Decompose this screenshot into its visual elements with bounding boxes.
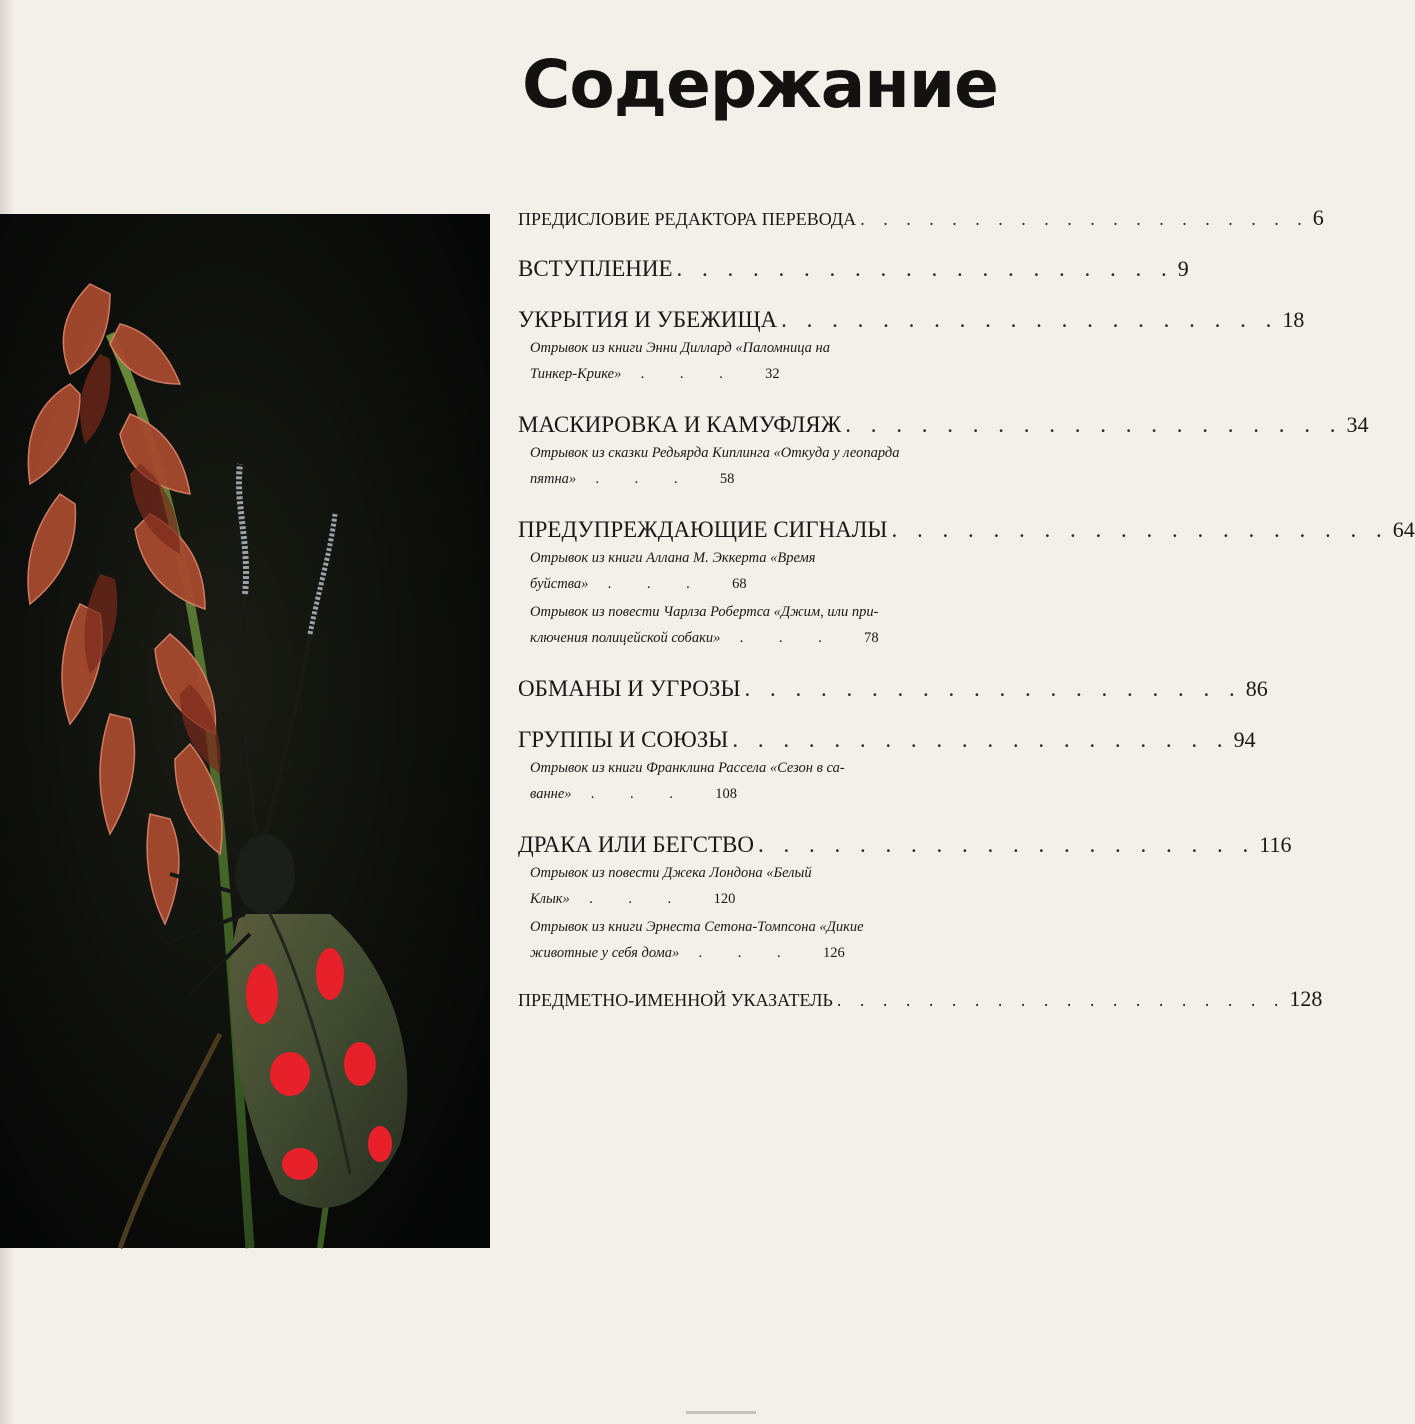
toc-entry xyxy=(518,727,1256,753)
toc-entry-title: ГРУППЫ И СОЮЗЫ xyxy=(518,727,729,752)
burnet-moth-on-grass-icon xyxy=(0,214,490,1248)
toc-excerpt-text: Отрывок из книги Энни Диллард «Паломница на xyxy=(530,340,830,356)
toc-excerpt-text: Клык» xyxy=(530,891,570,907)
toc-excerpt-text: Отрывок из повести Джека Лондона «Белый xyxy=(530,865,812,881)
toc-excerpt-dots: . . . xyxy=(576,471,694,487)
toc-excerpt xyxy=(518,755,990,807)
toc-entry xyxy=(518,412,1369,438)
toc-leader-dots: . . . . . . . . . . . . . . . . . . . . xyxy=(860,209,1309,229)
toc-excerpt-text: ванне» xyxy=(530,786,572,802)
toc-entry xyxy=(518,676,1268,702)
toc-entry-title: УКРЫТИЯ И УБЕЖИЩА xyxy=(518,307,778,332)
toc-excerpt xyxy=(518,335,990,387)
table-of-contents xyxy=(518,205,1415,1012)
toc-leader-dots: . . . . . . . . . . . . . . . . . . . . xyxy=(891,517,1389,542)
page-title: Содержание xyxy=(522,46,998,123)
toc-excerpt-text: ключения полицейской собаки» xyxy=(530,630,721,646)
moth-photo xyxy=(0,214,490,1248)
toc-entry-page: 128 xyxy=(1289,986,1323,1011)
toc-entry-title: ВСТУПЛЕНИЕ xyxy=(518,256,673,281)
toc-excerpt-text: Отрывок из книги Франклина Рассела «Сезон в са- xyxy=(530,760,845,776)
toc-entry-page: 116 xyxy=(1259,832,1292,857)
toc-entry-title: МАСКИРОВКА И КАМУФЛЯЖ xyxy=(518,412,842,437)
toc-excerpt-dots: . . . xyxy=(569,891,688,907)
toc-leader-dots: . . . . . . . . . . . . . . . . . . . . xyxy=(676,256,1174,281)
toc-entry xyxy=(518,205,1324,231)
toc-excerpt-page: 120 xyxy=(713,891,736,907)
toc-leader-dots: . . . . . . . . . . . . . . . . . . . . xyxy=(845,412,1343,437)
toc-entry-title: ПРЕДУПРЕЖДАЮЩИЕ СИГНАЛЫ xyxy=(518,517,888,542)
toc-excerpt xyxy=(518,440,990,492)
toc-entry-title: ПРЕДИСЛОВИЕ РЕДАКТОРА ПЕРЕВОДА xyxy=(518,209,857,229)
toc-entry-page: 34 xyxy=(1346,412,1369,437)
toc-excerpt-dots: . . . xyxy=(588,576,707,592)
toc-excerpt-text: Отрывок из сказки Редьярда Киплинга «Откуда у леопарда xyxy=(530,445,900,461)
toc-leader-dots: . . . . . . . . . . . . . . . . . . . . xyxy=(781,307,1279,332)
toc-leader-dots: . . . . . . . . . . . . . . . . . . . . xyxy=(836,990,1286,1010)
toc-excerpt xyxy=(518,860,990,912)
toc-excerpt-dots: . . . xyxy=(679,945,798,961)
toc-entry-page: 6 xyxy=(1312,205,1324,230)
toc-excerpt-page: 126 xyxy=(823,945,845,961)
toc-excerpt-page: 78 xyxy=(864,630,879,646)
toc-entry-title: ПРЕДМЕТНО-ИМЕННОЙ УКАЗАТЕЛЬ xyxy=(518,990,833,1010)
toc-entry xyxy=(518,986,1323,1012)
toc-excerpt xyxy=(518,599,990,651)
toc-entry xyxy=(518,307,1305,333)
toc-excerpt-dots: . . . xyxy=(571,786,690,802)
toc-entry-page: 18 xyxy=(1282,307,1305,332)
toc-leader-dots: . . . . . . . . . . . . . . . . . . . . xyxy=(732,727,1230,752)
toc-excerpt-page: 68 xyxy=(732,576,747,592)
toc-excerpt-text: животные у себя дома» xyxy=(530,945,680,961)
toc-excerpt-text: буйства» xyxy=(530,576,589,592)
toc-leader-dots: . . . . . . . . . . . . . . . . . . . . xyxy=(758,832,1256,857)
toc-excerpt-text: Отрывок из книги Эрнеста Сетона-Томпсона «Дикие xyxy=(530,919,864,935)
toc-entry-page: 94 xyxy=(1233,727,1256,752)
toc-excerpt-page: 32 xyxy=(765,366,780,382)
toc-entry-page: 9 xyxy=(1177,256,1189,281)
toc-entry-title: ОБМАНЫ И УГРОЗЫ xyxy=(518,676,741,701)
toc-leader-dots: . . . . . . . . . . . . . . . . . . . . xyxy=(744,676,1242,701)
toc-entry-title: ДРАКА ИЛИ БЕГСТВО xyxy=(518,832,755,857)
toc-entry xyxy=(518,256,1189,282)
toc-excerpt-page: 58 xyxy=(719,471,735,487)
toc-entry-page: 86 xyxy=(1245,676,1268,701)
toc-excerpt-text: пятна» xyxy=(530,471,577,487)
toc-excerpt-text: Отрывок из книги Аллана М. Эккерта «Время xyxy=(530,550,816,566)
toc-excerpt xyxy=(518,545,990,597)
toc-excerpt-dots: . . . xyxy=(720,630,839,646)
toc-excerpt-text: Отрывок из повести Чарлза Робертса «Джим, или при- xyxy=(530,604,879,620)
toc-excerpt-page: 108 xyxy=(715,786,738,802)
toc-entry xyxy=(518,832,1292,858)
toc-entry-page: 64 xyxy=(1392,517,1415,542)
toc-entry xyxy=(518,517,1415,543)
toc-excerpt xyxy=(518,914,990,966)
page-footer-mark xyxy=(686,1411,756,1414)
toc-excerpt-text: Тинкер-Крике» xyxy=(530,366,622,382)
toc-excerpt-dots: . . . xyxy=(621,366,740,382)
